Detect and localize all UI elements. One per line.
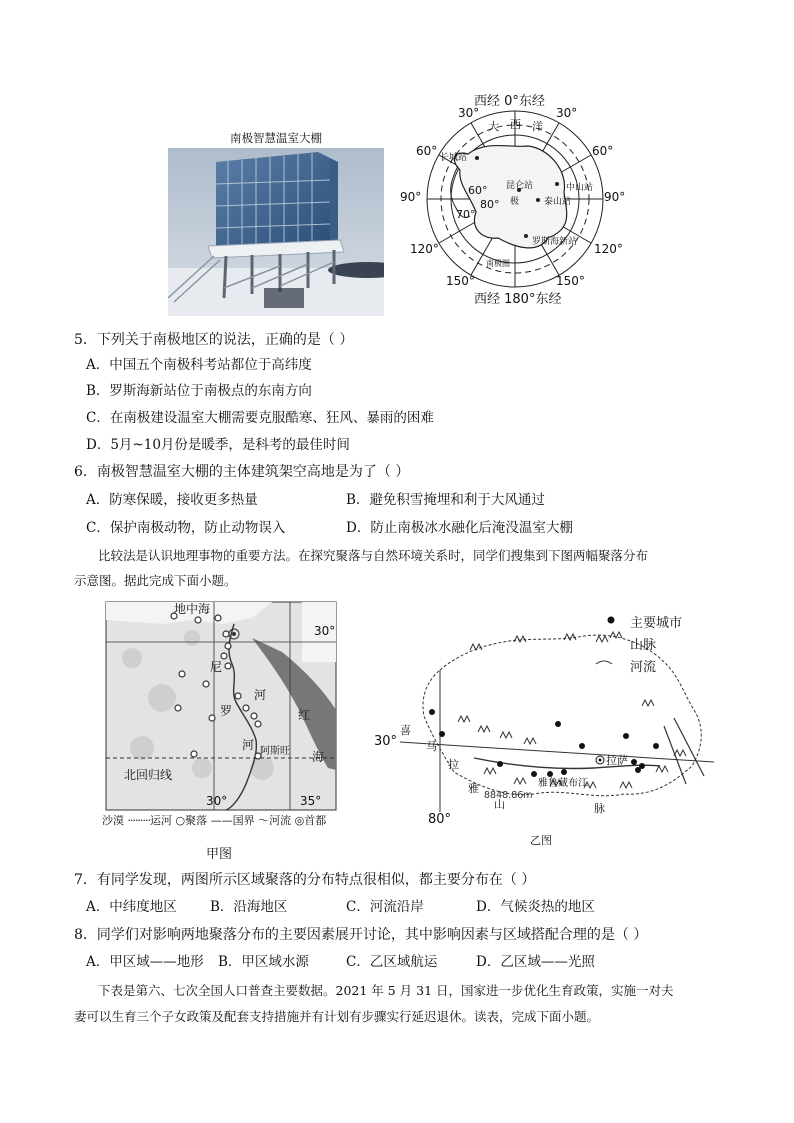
lon-label: 90° (604, 190, 626, 204)
map-label: 尼 (210, 660, 223, 674)
pole-label: 极 (510, 197, 520, 207)
lat-label: 70° (456, 208, 476, 221)
lon-label: 30° (458, 106, 480, 120)
lon-label: 120° (594, 242, 623, 256)
legend-capital: 首都 (304, 814, 327, 827)
q7-option-b: B．沿海地区 (210, 899, 288, 915)
map-label-lhasa: 拉萨 (606, 754, 628, 767)
q8-stem: 8．同学们对影响两地聚落分布的主要因素展开讨论，其中影响因素与区域搭配合理的是（ ） (74, 927, 648, 943)
lon-label: 120° (410, 242, 439, 256)
legend-river: 河流 (630, 660, 657, 675)
q5-option-d: D．5月~10月份是暖季，是科考的最佳时间 (86, 437, 350, 453)
map-label: 30° (206, 794, 228, 808)
q6-option-b: B．避免积雪掩埋和利于大风通过 (346, 492, 545, 508)
map-label-80: 80° (428, 812, 452, 827)
map-label: 拉 (448, 758, 459, 771)
q6-option-d: D．防止南极冰水融化后淹没温室大棚 (346, 520, 573, 536)
map-label: 山 (494, 798, 505, 811)
q7-option-a: A．中纬度地区 (86, 899, 177, 915)
map-yi-caption: 乙图 (530, 834, 552, 847)
map-label: 马 (426, 740, 437, 753)
ocean-char: 洋 (532, 120, 543, 133)
legend-river: 河流 (269, 814, 292, 827)
map-label: 红 (298, 708, 311, 722)
lon-label: 60° (592, 144, 614, 158)
lon-label: 60° (416, 144, 438, 158)
lon-label: 150° (556, 274, 585, 288)
antarctic-circle-label: 南极圈 (486, 259, 510, 268)
lat-label: 60° (468, 184, 488, 197)
q6-option-c: C．保护南极动物，防止动物误入 (86, 520, 286, 536)
q7-option-d: D．气候炎热的地区 (476, 899, 595, 915)
map-label: 阿斯旺 (260, 746, 290, 757)
station-label: 泰山站 (544, 197, 572, 207)
intro-paragraph-line: 比较法是认识地理事物的重要方法。在探究聚落与自然环境关系时，同学们搜集到下图两幅聚落分布 (98, 548, 649, 563)
q8-option-d: D．乙区域——光照 (476, 954, 595, 970)
photo-title: 南极智慧温室大棚 (230, 131, 322, 145)
q5-stem: 5．下列关于南极地区的说法，正确的是（ ） (74, 332, 354, 348)
q8-option-b: B．甲区域水源 (218, 954, 309, 970)
map-label: 35° (300, 794, 322, 808)
greenhouse-photo-figure (168, 126, 384, 316)
map-jia (102, 598, 370, 836)
lon-label: 150° (446, 274, 475, 288)
antarctic-polar-map (398, 88, 628, 306)
map-label-yarlung: 雅鲁藏布江 (538, 778, 588, 789)
map-label: 喜 (400, 724, 411, 737)
map-label-everest: 8848.86m (484, 790, 533, 801)
legend-settlement: 聚落 (185, 814, 208, 827)
lat-label: 80° (480, 198, 500, 211)
intro-paragraph-line: 下表是第六、七次全国人口普查主要数据。2021 年 5 月 31 日，国家进一步优化生育政策，实施一对夫 (98, 983, 674, 998)
map-label: 河 (242, 738, 255, 752)
greenhouse-photo (168, 148, 384, 316)
q5-option-c: C．在南极建设温室大棚需要克服酷寒、狂风、暴雨的困难 (86, 410, 434, 426)
q7-option-c: C．河流沿岸 (346, 899, 424, 915)
map-label: 罗 (220, 704, 233, 718)
map-label: 雅 (468, 782, 479, 795)
station-label: 长城站 (440, 153, 468, 163)
map-label: 海 (312, 750, 325, 764)
map-yi (374, 606, 720, 850)
station-label: 中山站 (566, 183, 594, 193)
legend-border: 国界 (232, 814, 255, 827)
q7-stem: 7．有同学发现，两图所示区域聚落的分布特点很相似，都主要分布在（ ） (74, 872, 536, 888)
q6-option-a: A．防寒保暖，接收更多热量 (86, 492, 258, 508)
polar-top-label: 西经 0°东经 (474, 94, 545, 109)
map-label-30: 30° (374, 734, 398, 749)
ocean-char: 西 (510, 118, 521, 131)
legend-canal: 运河 (149, 814, 172, 827)
legend-desert: 沙漠 (102, 814, 124, 827)
q8-option-c: C．乙区域航运 (346, 954, 438, 970)
q8-option-a: A．甲区域——地形 (86, 954, 204, 970)
lon-label: 30° (556, 106, 578, 120)
intro-paragraph-line: 示意图。据此完成下面小题。 (74, 573, 237, 588)
polar-bottom-label: 西经 180°东经 (474, 292, 562, 307)
map-label: 30° (314, 624, 336, 638)
station-label: 昆仑站 (506, 181, 534, 191)
q6-stem: 6．南极智慧温室大棚的主体建筑架空高地是为了（ ） (74, 464, 410, 480)
station-label: 罗斯海新站 (532, 237, 578, 247)
map-label: 河 (254, 688, 267, 702)
legend-city: 主要城市 (630, 616, 683, 631)
map-label: 地中海 (174, 602, 211, 616)
map-jia-caption: 甲图 (206, 847, 233, 862)
q5-option-b: B．罗斯海新站位于南极点的东南方向 (86, 383, 312, 399)
intro-paragraph-line: 妻可以生育三个子女政策及配套支持措施并有计划有步骤实行延迟退休。读表，完成下面小题。 (74, 1009, 600, 1024)
ocean-char: 大 (488, 120, 499, 133)
legend-mountain: 山脉 (630, 638, 657, 653)
lon-label: 90° (400, 190, 422, 204)
map-jia-legend: 沙漠 ·········运河 ○聚落 ——国界 〜河流 ◎首都 (102, 814, 327, 827)
q5-option-a: A．中国五个南极科考站都位于高纬度 (86, 357, 312, 373)
map-label: 北回归线 (124, 768, 173, 782)
map-label: 脉 (594, 802, 605, 815)
